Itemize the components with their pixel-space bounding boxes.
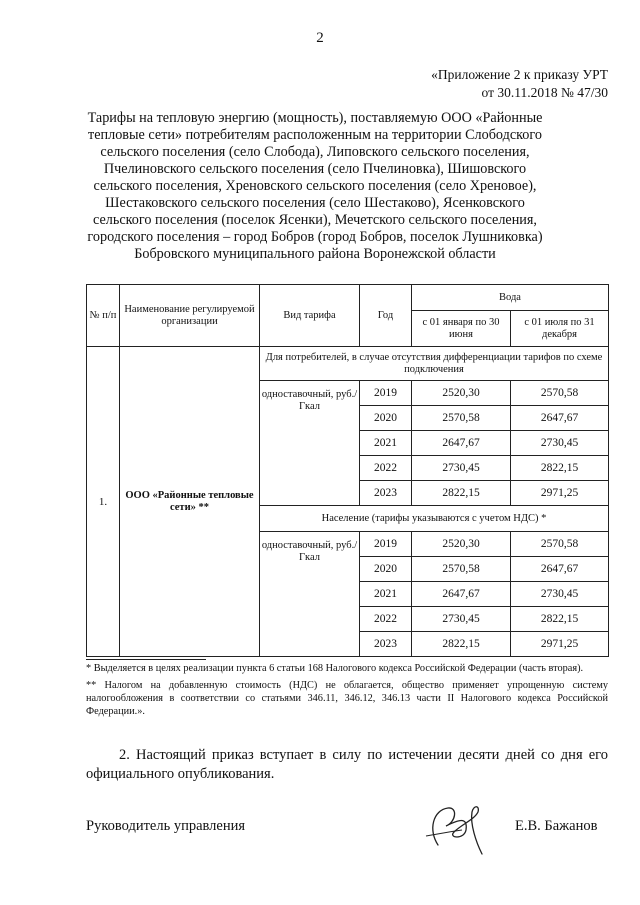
value-cell: 2971,25 [511, 632, 609, 657]
value-cell: 2730,45 [511, 582, 609, 607]
tariff-type: одноставочный, руб./Гкал [260, 532, 360, 657]
year-cell: 2021 [360, 431, 412, 456]
order-clause: 2. Настоящий приказ вступает в силу по истечении десяти дней со дня его официального опубликования. [86, 747, 608, 782]
value-cell: 2822,15 [511, 456, 609, 481]
group-label: Для потребителей, в случае отсутствия дифференциации тарифов по схеме подключения [260, 347, 609, 381]
value-cell: 2822,15 [412, 632, 511, 657]
year-cell: 2023 [360, 481, 412, 506]
footnote-divider [86, 659, 206, 660]
year-cell: 2021 [360, 582, 412, 607]
year-cell: 2023 [360, 632, 412, 657]
value-cell: 2822,15 [412, 481, 511, 506]
header-num: № п/п [87, 285, 120, 347]
value-cell: 2570,58 [412, 557, 511, 582]
document-title: Тарифы на тепловую энергию (мощность), поставляемую ООО «Районные тепловые сети» потребителям расположенным на территории Слободского сельского поселения (село Слобода), Липовского сельского поселения, Пчелиновского сельского поселения (село Пчелиновка), Шишовского сельского поселения, Хреновского сельского поселения (село Хреновое), Шестаковского сельского поселения (село Шестаково), Ясенковского сельского поселения (поселок Ясенки), Мечетского сельского поселения, городского поселения – город Бобров (город Бобров, поселок Лушниковка) Бобровского муниципального района Воронежской области [87, 110, 543, 262]
value-cell: 2647,67 [412, 431, 511, 456]
value-cell: 2730,45 [412, 456, 511, 481]
appendix-line-2: от 30.11.2018 № 47/30 [481, 85, 608, 100]
value-cell: 2730,45 [412, 607, 511, 632]
header-water: Вода [412, 285, 609, 311]
year-cell: 2020 [360, 406, 412, 431]
header-period-1: с 01 января по 30 июня [412, 311, 511, 347]
page-number: 2 [316, 30, 324, 46]
organization-name: ООО «Районные тепловые сети» ** [120, 347, 260, 657]
handwritten-signature [418, 790, 508, 860]
year-cell: 2019 [360, 532, 412, 557]
year-cell: 2022 [360, 607, 412, 632]
row-number: 1. [87, 347, 120, 657]
value-cell: 2647,67 [412, 582, 511, 607]
tariff-table [86, 284, 609, 657]
year-cell: 2019 [360, 381, 412, 406]
header-period-2: с 01 июля по 31 декабря [511, 311, 609, 347]
signer-name: Е.В. Бажанов [515, 818, 598, 834]
value-cell: 2570,58 [511, 532, 609, 557]
tariff-type: одноставочный, руб./Гкал [260, 381, 360, 506]
appendix-reference [431, 66, 608, 102]
value-cell: 2822,15 [511, 607, 609, 632]
footnote-1: * Выделяется в целях реализации пункта 6 статьи 168 Налогового кодекса Российской Федерации (часть вторая). [86, 663, 584, 674]
group-label: Население (тарифы указываются с учетом НДС) * [260, 506, 609, 532]
value-cell: 2520,30 [412, 381, 511, 406]
value-cell: 2570,58 [511, 381, 609, 406]
value-cell: 2647,67 [511, 406, 609, 431]
value-cell: 2971,25 [511, 481, 609, 506]
year-cell: 2020 [360, 557, 412, 582]
value-cell: 2520,30 [412, 532, 511, 557]
appendix-line-1: «Приложение 2 к приказу УРТ [431, 67, 608, 82]
header-organization: Наименование регулируемой организации [120, 285, 260, 347]
header-tariff-type: Вид тарифа [260, 285, 360, 347]
value-cell: 2570,58 [412, 406, 511, 431]
value-cell: 2647,67 [511, 557, 609, 582]
header-year: Год [360, 285, 412, 347]
signer-position: Руководитель управления [86, 818, 246, 834]
footnotes [86, 662, 608, 722]
footnote-2: ** Налогом на добавленную стоимость (НДС) не облагается, общество применяет упрощенную систему налогообложения в соответствии со статьями 346.11, 346.12, 346.13 части II Налогового кодекса Российской Федерации.». [86, 680, 608, 717]
value-cell: 2730,45 [511, 431, 609, 456]
year-cell: 2022 [360, 456, 412, 481]
